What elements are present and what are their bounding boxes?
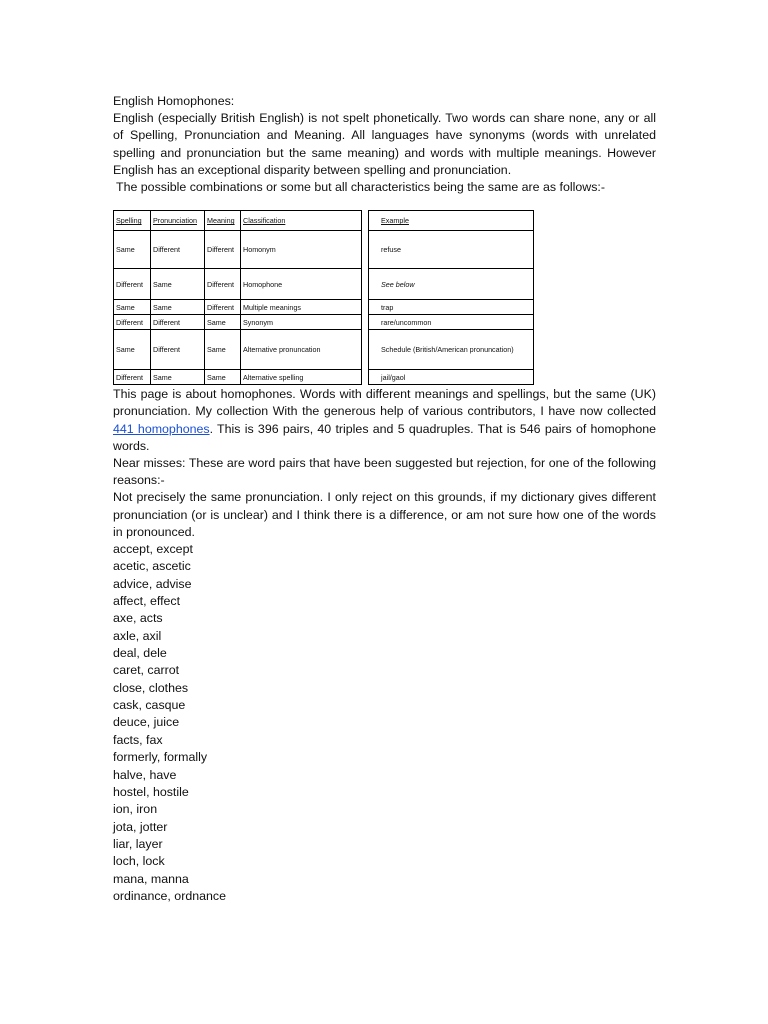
page-title: English Homophones: [113, 94, 235, 108]
list-item: hostel, hostile [113, 784, 189, 799]
about-text-part1: This page is about homophones. Words with different meanings and spellings, but the same (UK) pronunciation. My collection With the generous help of various contributors, I have now collected [113, 387, 656, 419]
table-cell: Different [151, 330, 205, 370]
list-item: advice, advise [113, 576, 192, 591]
table-cell: Same [114, 300, 151, 315]
table-cell: See below [369, 269, 534, 300]
table-cell: rare/uncommon [369, 315, 534, 330]
list-item: axe, acts [113, 611, 163, 626]
table-row [114, 315, 534, 330]
homophone-classification-table [113, 210, 534, 385]
table-cell: Different [114, 370, 151, 385]
table-cell: Same [151, 300, 205, 315]
list-item: axle, axil [113, 628, 162, 643]
table-cell: trap [369, 300, 534, 315]
header-example: Example [369, 211, 534, 231]
table-cell: Multiple meanings [241, 300, 362, 315]
list-item: caret, carrot [113, 663, 180, 678]
list-item: ion, iron [113, 802, 158, 817]
table-cell: Different [114, 269, 151, 300]
homophones-link[interactable]: 441 homophones [113, 421, 210, 436]
table-row [114, 269, 534, 300]
table-cell: Same [114, 330, 151, 370]
list-item: jota, jotter [113, 819, 168, 834]
table-cell: Schedule (British/American pronuncation) [369, 330, 534, 370]
list-item: accept, except [113, 542, 193, 557]
table-cell: Alternative spelling [241, 370, 362, 385]
list-item: close, clothes [113, 680, 189, 695]
about-paragraph [113, 386, 656, 455]
list-item: affect, effect [113, 594, 181, 609]
header-meaning: Meaning [205, 211, 241, 231]
header-spelling: Spelling [114, 211, 151, 231]
table-cell: Same [151, 269, 205, 300]
table-cell: Different [151, 315, 205, 330]
list-item: liar, layer [113, 836, 163, 851]
table-cell: jail/gaol [369, 370, 534, 385]
table-cell: Same [205, 330, 241, 370]
list-item: deal, dele [113, 646, 167, 661]
near-misses-paragraph: Near misses: These are word pairs that have been suggested but rejection, for one of the following reasons:- [113, 456, 656, 488]
table-cell: Different [205, 269, 241, 300]
table-cell: Homonym [241, 231, 362, 269]
table-row [114, 231, 534, 269]
reason-paragraph: Not precisely the same pronunciation. I only reject on this grounds, if my dictionary gives different pronunciation (or is unclear) and I think there is a difference, or am not sure how one of the words in pronounced. [113, 490, 656, 539]
table-row [114, 300, 534, 315]
list-item: mana, manna [113, 871, 189, 886]
table-cell: Different [205, 231, 241, 269]
table-cell: Same [114, 231, 151, 269]
list-item: deuce, juice [113, 715, 180, 730]
list-item: cask, casque [113, 698, 186, 713]
intro-paragraph: English (especially British English) is not spelt phonetically. Two words can share none, any or all of Spelling, Pronunciation and Meaning. All languages have synonyms (words with unrelated spelling and pronunciation but the same meaning) and words with multiple meanings. However English has an exceptional disparity between spelling and pronunciation. [113, 111, 656, 177]
table-cell: Synonym [241, 315, 362, 330]
about-text-part2: . This is 396 pairs, 40 triples and 5 quadruples. That is 546 pairs of homophone words. [113, 421, 656, 453]
header-classification: Classification [241, 211, 362, 231]
list-item: loch, lock [113, 854, 165, 869]
table-cell: Different [151, 231, 205, 269]
table-cell: Different [114, 315, 151, 330]
table-cell: Same [205, 370, 241, 385]
table-cell: refuse [369, 231, 534, 269]
table-cell: Homophone [241, 269, 362, 300]
list-item: facts, fax [113, 732, 163, 747]
table-cell: Alternative pronuncation [241, 330, 362, 370]
list-item: halve, have [113, 767, 177, 782]
table-cell: Different [205, 300, 241, 315]
table-cell: Same [151, 370, 205, 385]
table-header-row [114, 211, 534, 231]
combinations-line: The possible combinations or some but all characteristics being the same are as follows:- [116, 180, 605, 195]
list-item: acetic, ascetic [113, 559, 191, 574]
table-cell: Same [205, 315, 241, 330]
list-item: ordinance, ordnance [113, 888, 226, 903]
header-pronunciation: Pronunciation [151, 211, 205, 231]
word-pairs-list [113, 541, 656, 905]
table-row [114, 370, 534, 385]
document-body [113, 93, 656, 905]
table-row [114, 330, 534, 370]
list-item: formerly, formally [113, 750, 208, 765]
